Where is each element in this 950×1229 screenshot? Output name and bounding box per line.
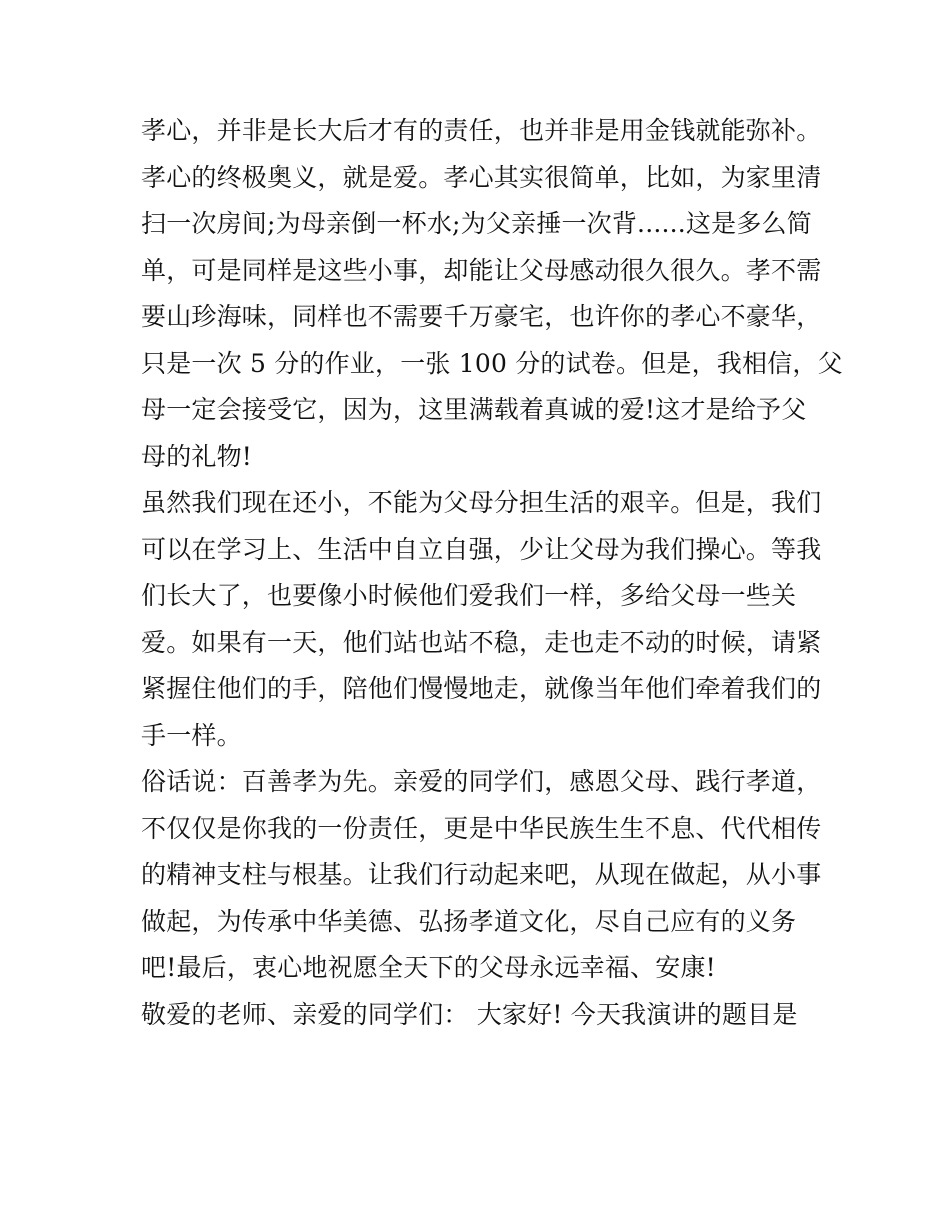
text-line: 不仅仅是你我的一份责任，更是中华民族生生不息、代代相传 bbox=[141, 813, 822, 843]
text-line: 孝心，并非是长大后才有的责任，也并非是用金钱就能弥补。 bbox=[141, 116, 822, 145]
text-line: 可以在学习上、生活中自立自强，少让父母为我们操心。等我 bbox=[141, 534, 822, 564]
text-line: 紧握住他们的手，陪他们慢慢地走，就像当年他们牵着我们的 bbox=[141, 674, 822, 703]
text-line: 们长大了，也要像小时候他们爱我们一样，多给父母一些关 bbox=[141, 581, 797, 610]
text-line: 手一样。 bbox=[141, 720, 242, 750]
text-line: 母的礼物! bbox=[141, 441, 253, 471]
text-line: 吧!最后，衷心地祝愿全天下的父母永远幸福、安康! bbox=[141, 953, 716, 982]
text-line: 要山珍海味，同样也不需要千万豪宅，也许你的孝心不豪华， bbox=[141, 302, 822, 331]
text-line: 虽然我们现在还小，不能为父母分担生活的艰辛。但是，我们 bbox=[141, 488, 822, 517]
text-line: 爱。如果有一天，他们站也站不稳，走也走不动的时候，请紧 bbox=[141, 627, 822, 657]
text-line: 做起，为传承中华美德、弘扬孝道文化，尽自己应有的义务 bbox=[141, 906, 797, 936]
text-line: 单，可是同样是这些小事，却能让父母感动很久很久。孝不需 bbox=[141, 255, 822, 285]
text-line: 只是一次 5 分的作业，一张 100 分的试卷。但是，我相信，父 bbox=[141, 348, 843, 378]
text-line: 母一定会接受它，因为，这里满载着真诚的爱!这才是给予父 bbox=[141, 395, 807, 424]
body-text bbox=[141, 108, 843, 1038]
text-line: 的精神支柱与根基。让我们行动起来吧，从现在做起，从小事 bbox=[141, 860, 822, 889]
text-line: 敬爱的老师、亲爱的同学们： 大家好! 今天我演讲的题目是 bbox=[141, 999, 798, 1029]
text-line: 扫一次房间;为母亲倒一杯水;为父亲捶一次背......这是多么简 bbox=[141, 209, 812, 238]
text-line: 孝心的终极奥义，就是爱。孝心其实很简单，比如，为家里清 bbox=[141, 162, 822, 192]
text-line: 俗话说：百善孝为先。亲爱的同学们，感恩父母、践行孝道， bbox=[141, 767, 822, 796]
